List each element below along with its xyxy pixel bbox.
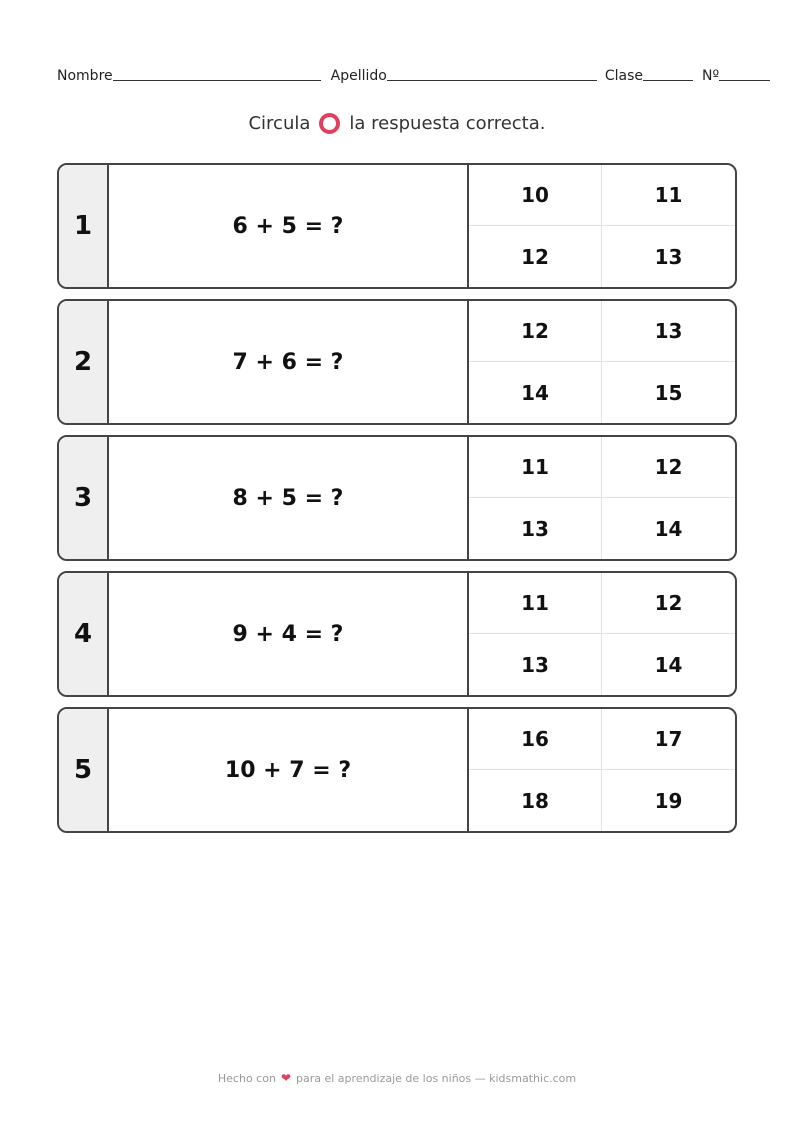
problem-card — [57, 571, 737, 697]
surname-label: Apellido — [330, 68, 387, 84]
problem-question: 6 + 5 = ? — [109, 165, 469, 287]
answer-option[interactable]: 12 — [469, 226, 602, 287]
problem-question: 8 + 5 = ? — [109, 437, 469, 559]
answer-option[interactable]: 14 — [654, 652, 683, 677]
answer-option[interactable]: 10 — [469, 165, 602, 226]
answer-option[interactable]: 13 — [602, 301, 735, 362]
answer-option[interactable]: 12 — [602, 437, 735, 498]
footer-text-start: Hecho con — [217, 1071, 276, 1085]
problem-card — [57, 707, 737, 833]
answer-options — [469, 709, 735, 831]
answer-option[interactable]: 11 — [469, 437, 602, 498]
name-label: Nombre — [57, 68, 113, 84]
heart-icon: ❤ — [280, 1071, 291, 1085]
answer-option[interactable]: 19 — [654, 788, 683, 813]
problem-number: 3 — [59, 437, 109, 559]
answer-option[interactable]: 15 — [654, 380, 683, 405]
name-field-line[interactable] — [113, 79, 321, 81]
problem-question: 9 + 4 = ? — [109, 573, 469, 695]
problem-list — [57, 163, 737, 843]
problem-number: 4 — [59, 573, 109, 695]
answer-option[interactable]: 14 — [469, 362, 602, 423]
answer-options — [469, 573, 735, 695]
problem-card — [57, 435, 737, 561]
surname-field-line[interactable] — [387, 79, 597, 81]
class-field-line[interactable] — [643, 79, 693, 81]
answer-options — [469, 301, 735, 423]
instruction-text-end: la respuesta correcta. — [349, 113, 546, 134]
answer-option[interactable]: 13 — [654, 244, 683, 269]
answer-option[interactable]: 11 — [469, 573, 602, 634]
class-label: Clase — [604, 68, 643, 84]
problem-number: 1 — [59, 165, 109, 287]
instruction — [0, 113, 794, 134]
number-label: Nº — [701, 68, 720, 84]
answer-option[interactable]: 14 — [654, 516, 683, 541]
answer-option[interactable]: 12 — [469, 301, 602, 362]
footer — [0, 1071, 794, 1085]
circle-ring-icon — [319, 113, 340, 134]
answer-options — [469, 437, 735, 559]
problem-card — [57, 163, 737, 289]
answer-option[interactable]: 18 — [469, 770, 602, 831]
answer-option[interactable]: 13 — [469, 634, 602, 695]
problem-number: 2 — [59, 301, 109, 423]
instruction-text-start: Circula — [248, 113, 311, 134]
answer-option[interactable]: 11 — [602, 165, 735, 226]
footer-text-end: para el aprendizaje de los niños — kidsmathic.com — [296, 1071, 577, 1085]
number-field-line[interactable] — [719, 79, 770, 81]
answer-options — [469, 165, 735, 287]
answer-option[interactable]: 16 — [469, 709, 602, 770]
problem-card — [57, 299, 737, 425]
answer-option[interactable]: 17 — [602, 709, 735, 770]
problem-number: 5 — [59, 709, 109, 831]
answer-option[interactable]: 13 — [469, 498, 602, 559]
student-info-header — [57, 68, 777, 84]
problem-question: 7 + 6 = ? — [109, 301, 469, 423]
answer-option[interactable]: 12 — [602, 573, 735, 634]
problem-question: 10 + 7 = ? — [109, 709, 469, 831]
